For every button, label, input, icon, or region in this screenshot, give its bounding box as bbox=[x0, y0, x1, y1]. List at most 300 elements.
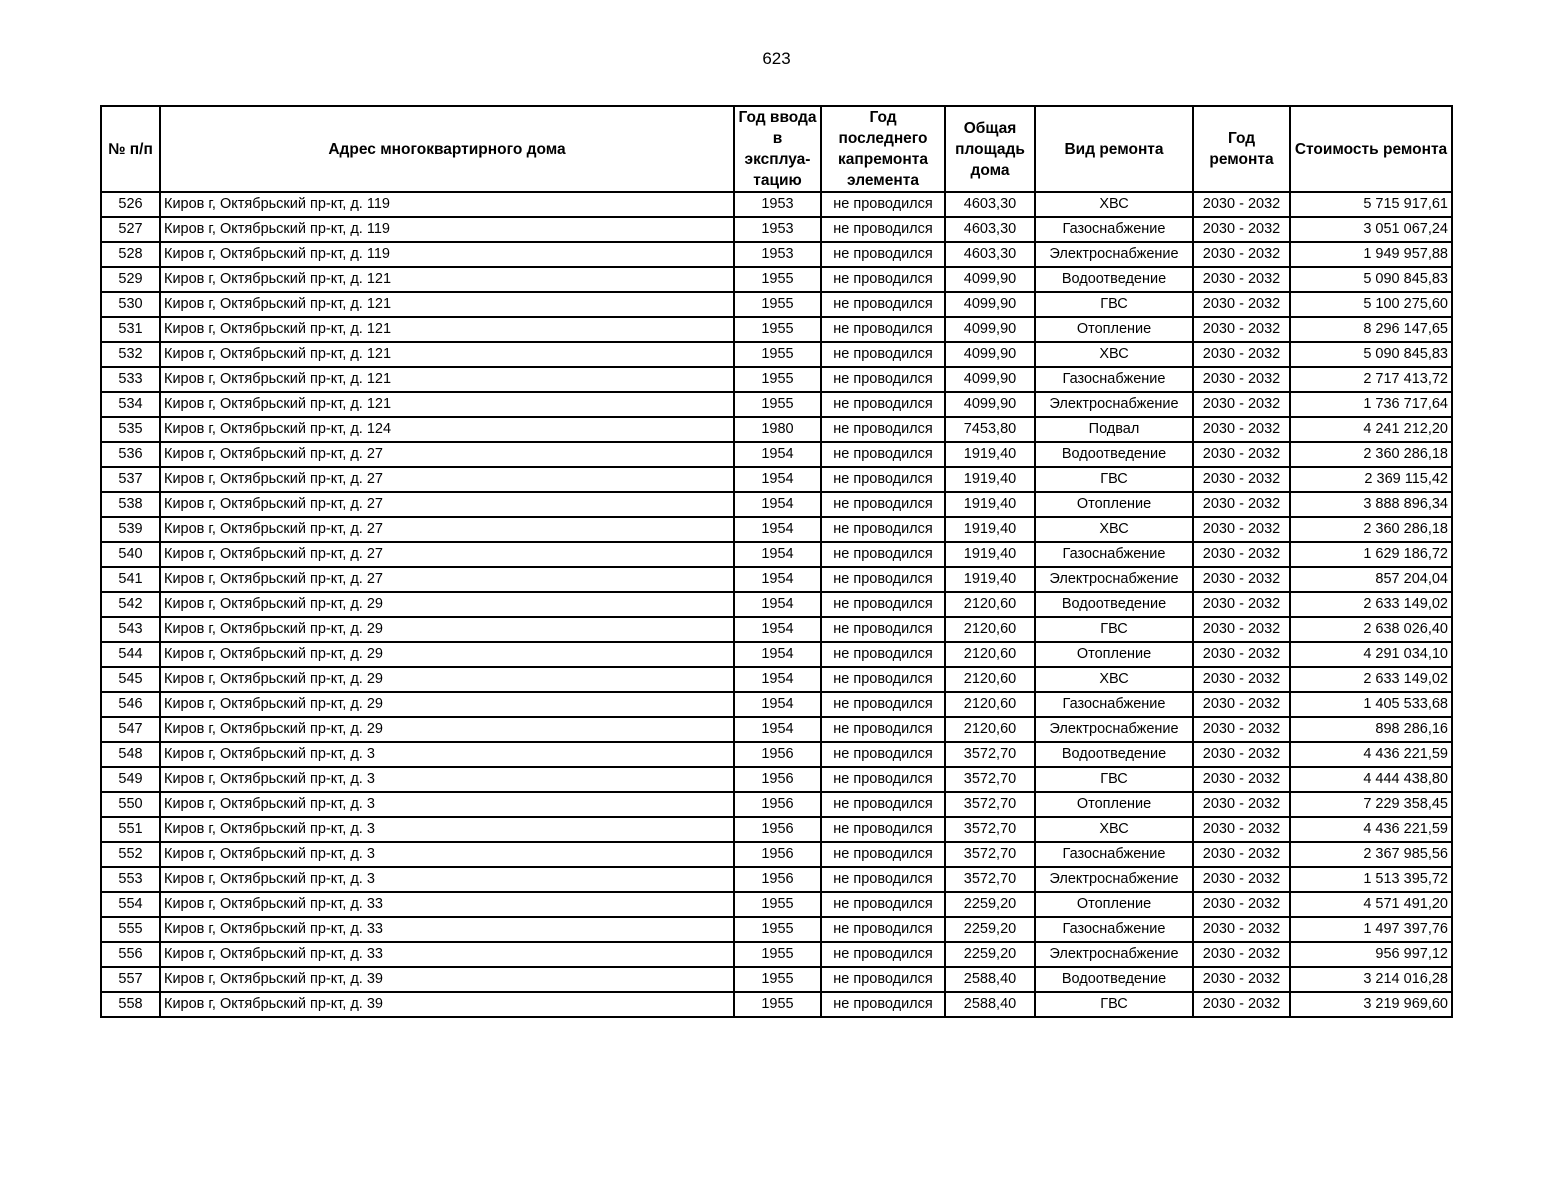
cell-commission-year: 1954 bbox=[734, 642, 821, 667]
cell-repair-cost: 3 214 016,28 bbox=[1290, 967, 1452, 992]
cell-repair-cost: 4 436 221,59 bbox=[1290, 817, 1452, 842]
cell-repair-period: 2030 - 2032 bbox=[1193, 642, 1290, 667]
cell-repair-period: 2030 - 2032 bbox=[1193, 717, 1290, 742]
cell-total-area: 4099,90 bbox=[945, 342, 1035, 367]
cell-address: Киров г, Октябрьский пр-кт, д. 27 bbox=[160, 542, 734, 567]
cell-total-area: 4099,90 bbox=[945, 267, 1035, 292]
table-row bbox=[101, 267, 1452, 292]
cell-last-repair-year: не проводился bbox=[821, 942, 945, 967]
cell-last-repair-year: не проводился bbox=[821, 842, 945, 867]
cell-total-area: 3572,70 bbox=[945, 842, 1035, 867]
cell-repair-kind: ХВС bbox=[1035, 517, 1193, 542]
cell-last-repair-year: не проводился bbox=[821, 317, 945, 342]
cell-repair-period: 2030 - 2032 bbox=[1193, 917, 1290, 942]
cell-number: 542 bbox=[101, 592, 160, 617]
cell-repair-cost: 2 360 286,18 bbox=[1290, 442, 1452, 467]
cell-commission-year: 1956 bbox=[734, 742, 821, 767]
cell-commission-year: 1955 bbox=[734, 992, 821, 1017]
cell-total-area: 2120,60 bbox=[945, 617, 1035, 642]
cell-total-area: 2259,20 bbox=[945, 917, 1035, 942]
repair-register-table bbox=[100, 105, 1453, 1018]
cell-last-repair-year: не проводился bbox=[821, 642, 945, 667]
cell-repair-period: 2030 - 2032 bbox=[1193, 517, 1290, 542]
table-row bbox=[101, 792, 1452, 817]
table-row bbox=[101, 742, 1452, 767]
cell-last-repair-year: не проводился bbox=[821, 792, 945, 817]
cell-repair-cost: 4 444 438,80 bbox=[1290, 767, 1452, 792]
cell-number: 555 bbox=[101, 917, 160, 942]
table-row bbox=[101, 942, 1452, 967]
cell-repair-cost: 857 204,04 bbox=[1290, 567, 1452, 592]
cell-repair-period: 2030 - 2032 bbox=[1193, 342, 1290, 367]
cell-total-area: 4099,90 bbox=[945, 292, 1035, 317]
cell-repair-cost: 2 717 413,72 bbox=[1290, 367, 1452, 392]
cell-address: Киров г, Октябрьский пр-кт, д. 29 bbox=[160, 617, 734, 642]
cell-repair-cost: 1 736 717,64 bbox=[1290, 392, 1452, 417]
cell-total-area: 4603,30 bbox=[945, 192, 1035, 217]
cell-commission-year: 1955 bbox=[734, 892, 821, 917]
cell-repair-kind: Электроснабжение bbox=[1035, 242, 1193, 267]
cell-last-repair-year: не проводился bbox=[821, 867, 945, 892]
cell-number: 532 bbox=[101, 342, 160, 367]
cell-total-area: 2120,60 bbox=[945, 667, 1035, 692]
cell-last-repair-year: не проводился bbox=[821, 242, 945, 267]
cell-repair-kind: Газоснабжение bbox=[1035, 692, 1193, 717]
table-row bbox=[101, 717, 1452, 742]
table-row bbox=[101, 217, 1452, 242]
cell-repair-kind: Водоотведение bbox=[1035, 442, 1193, 467]
cell-number: 536 bbox=[101, 442, 160, 467]
table-row bbox=[101, 617, 1452, 642]
cell-repair-kind: Водоотведение bbox=[1035, 967, 1193, 992]
cell-total-area: 4603,30 bbox=[945, 217, 1035, 242]
cell-total-area: 2588,40 bbox=[945, 992, 1035, 1017]
cell-commission-year: 1954 bbox=[734, 592, 821, 617]
cell-total-area: 3572,70 bbox=[945, 867, 1035, 892]
cell-repair-period: 2030 - 2032 bbox=[1193, 967, 1290, 992]
table-row bbox=[101, 892, 1452, 917]
cell-commission-year: 1954 bbox=[734, 692, 821, 717]
cell-repair-kind: ГВС bbox=[1035, 767, 1193, 792]
cell-number: 527 bbox=[101, 217, 160, 242]
cell-address: Киров г, Октябрьский пр-кт, д. 119 bbox=[160, 242, 734, 267]
cell-repair-cost: 2 633 149,02 bbox=[1290, 592, 1452, 617]
cell-total-area: 2120,60 bbox=[945, 692, 1035, 717]
cell-total-area: 1919,40 bbox=[945, 567, 1035, 592]
cell-repair-period: 2030 - 2032 bbox=[1193, 867, 1290, 892]
cell-number: 531 bbox=[101, 317, 160, 342]
table-row bbox=[101, 692, 1452, 717]
cell-address: Киров г, Октябрьский пр-кт, д. 27 bbox=[160, 467, 734, 492]
cell-number: 535 bbox=[101, 417, 160, 442]
cell-number: 551 bbox=[101, 817, 160, 842]
cell-total-area: 3572,70 bbox=[945, 792, 1035, 817]
cell-repair-cost: 2 638 026,40 bbox=[1290, 617, 1452, 642]
cell-last-repair-year: не проводился bbox=[821, 692, 945, 717]
cell-repair-cost: 5 090 845,83 bbox=[1290, 267, 1452, 292]
cell-repair-kind: Отопление bbox=[1035, 492, 1193, 517]
cell-repair-cost: 2 633 149,02 bbox=[1290, 667, 1452, 692]
cell-total-area: 2588,40 bbox=[945, 967, 1035, 992]
cell-number: 534 bbox=[101, 392, 160, 417]
cell-repair-period: 2030 - 2032 bbox=[1193, 592, 1290, 617]
cell-commission-year: 1956 bbox=[734, 767, 821, 792]
cell-commission-year: 1954 bbox=[734, 567, 821, 592]
cell-commission-year: 1955 bbox=[734, 317, 821, 342]
cell-total-area: 3572,70 bbox=[945, 742, 1035, 767]
header-address: Адрес многоквартирного дома bbox=[160, 106, 734, 192]
cell-repair-cost: 1 949 957,88 bbox=[1290, 242, 1452, 267]
table-row bbox=[101, 242, 1452, 267]
header-repair-cost: Стоимость ремонта bbox=[1290, 106, 1452, 192]
cell-last-repair-year: не проводился bbox=[821, 542, 945, 567]
cell-commission-year: 1956 bbox=[734, 792, 821, 817]
cell-commission-year: 1954 bbox=[734, 517, 821, 542]
cell-repair-period: 2030 - 2032 bbox=[1193, 692, 1290, 717]
header-number: № п/п bbox=[101, 106, 160, 192]
cell-total-area: 4099,90 bbox=[945, 392, 1035, 417]
cell-total-area: 3572,70 bbox=[945, 817, 1035, 842]
cell-commission-year: 1955 bbox=[734, 292, 821, 317]
cell-number: 538 bbox=[101, 492, 160, 517]
cell-number: 556 bbox=[101, 942, 160, 967]
cell-last-repair-year: не проводился bbox=[821, 367, 945, 392]
cell-repair-kind: Электроснабжение bbox=[1035, 867, 1193, 892]
cell-total-area: 4603,30 bbox=[945, 242, 1035, 267]
table-row bbox=[101, 392, 1452, 417]
table-row bbox=[101, 992, 1452, 1017]
cell-repair-period: 2030 - 2032 bbox=[1193, 442, 1290, 467]
cell-number: 546 bbox=[101, 692, 160, 717]
cell-address: Киров г, Октябрьский пр-кт, д. 27 bbox=[160, 517, 734, 542]
cell-total-area: 3572,70 bbox=[945, 767, 1035, 792]
cell-last-repair-year: не проводился bbox=[821, 267, 945, 292]
cell-repair-kind: Отопление bbox=[1035, 892, 1193, 917]
cell-total-area: 4099,90 bbox=[945, 367, 1035, 392]
table-row bbox=[101, 917, 1452, 942]
cell-repair-period: 2030 - 2032 bbox=[1193, 767, 1290, 792]
cell-repair-cost: 4 241 212,20 bbox=[1290, 417, 1452, 442]
cell-total-area: 2259,20 bbox=[945, 892, 1035, 917]
page-number: 623 bbox=[762, 49, 791, 68]
cell-repair-kind: Газоснабжение bbox=[1035, 367, 1193, 392]
cell-commission-year: 1955 bbox=[734, 267, 821, 292]
table-row bbox=[101, 542, 1452, 567]
cell-address: Киров г, Октябрьский пр-кт, д. 121 bbox=[160, 267, 734, 292]
cell-address: Киров г, Октябрьский пр-кт, д. 119 bbox=[160, 217, 734, 242]
cell-number: 548 bbox=[101, 742, 160, 767]
cell-repair-kind: Отопление bbox=[1035, 792, 1193, 817]
cell-address: Киров г, Октябрьский пр-кт, д. 29 bbox=[160, 592, 734, 617]
cell-address: Киров г, Октябрьский пр-кт, д. 3 bbox=[160, 792, 734, 817]
table-row bbox=[101, 567, 1452, 592]
cell-number: 553 bbox=[101, 867, 160, 892]
cell-number: 526 bbox=[101, 192, 160, 217]
cell-last-repair-year: не проводился bbox=[821, 892, 945, 917]
cell-number: 530 bbox=[101, 292, 160, 317]
cell-address: Киров г, Октябрьский пр-кт, д. 29 bbox=[160, 642, 734, 667]
table-row bbox=[101, 317, 1452, 342]
cell-repair-cost: 898 286,16 bbox=[1290, 717, 1452, 742]
cell-repair-kind: Электроснабжение bbox=[1035, 392, 1193, 417]
table-row bbox=[101, 192, 1452, 217]
cell-commission-year: 1955 bbox=[734, 392, 821, 417]
cell-repair-kind: Электроснабжение bbox=[1035, 717, 1193, 742]
cell-repair-period: 2030 - 2032 bbox=[1193, 267, 1290, 292]
cell-total-area: 1919,40 bbox=[945, 492, 1035, 517]
cell-last-repair-year: не проводился bbox=[821, 742, 945, 767]
cell-repair-kind: Газоснабжение bbox=[1035, 217, 1193, 242]
cell-last-repair-year: не проводился bbox=[821, 442, 945, 467]
cell-number: 544 bbox=[101, 642, 160, 667]
table-row bbox=[101, 342, 1452, 367]
cell-last-repair-year: не проводился bbox=[821, 192, 945, 217]
cell-repair-period: 2030 - 2032 bbox=[1193, 392, 1290, 417]
cell-repair-period: 2030 - 2032 bbox=[1193, 417, 1290, 442]
cell-address: Киров г, Октябрьский пр-кт, д. 121 bbox=[160, 317, 734, 342]
cell-repair-cost: 3 051 067,24 bbox=[1290, 217, 1452, 242]
cell-address: Киров г, Октябрьский пр-кт, д. 121 bbox=[160, 342, 734, 367]
table-row bbox=[101, 367, 1452, 392]
cell-address: Киров г, Октябрьский пр-кт, д. 121 bbox=[160, 367, 734, 392]
cell-repair-cost: 1 513 395,72 bbox=[1290, 867, 1452, 892]
cell-commission-year: 1954 bbox=[734, 542, 821, 567]
cell-address: Киров г, Октябрьский пр-кт, д. 39 bbox=[160, 967, 734, 992]
cell-repair-period: 2030 - 2032 bbox=[1193, 367, 1290, 392]
cell-address: Киров г, Октябрьский пр-кт, д. 29 bbox=[160, 692, 734, 717]
cell-address: Киров г, Октябрьский пр-кт, д. 33 bbox=[160, 892, 734, 917]
cell-commission-year: 1953 bbox=[734, 217, 821, 242]
cell-commission-year: 1956 bbox=[734, 817, 821, 842]
cell-total-area: 2120,60 bbox=[945, 642, 1035, 667]
cell-repair-period: 2030 - 2032 bbox=[1193, 492, 1290, 517]
cell-commission-year: 1955 bbox=[734, 942, 821, 967]
cell-last-repair-year: не проводился bbox=[821, 567, 945, 592]
cell-commission-year: 1955 bbox=[734, 367, 821, 392]
cell-repair-period: 2030 - 2032 bbox=[1193, 217, 1290, 242]
table-row bbox=[101, 642, 1452, 667]
cell-number: 554 bbox=[101, 892, 160, 917]
cell-repair-cost: 2 360 286,18 bbox=[1290, 517, 1452, 542]
cell-address: Киров г, Октябрьский пр-кт, д. 3 bbox=[160, 867, 734, 892]
cell-number: 550 bbox=[101, 792, 160, 817]
cell-last-repair-year: не проводился bbox=[821, 592, 945, 617]
cell-repair-kind: ХВС bbox=[1035, 667, 1193, 692]
cell-last-repair-year: не проводился bbox=[821, 392, 945, 417]
cell-number: 528 bbox=[101, 242, 160, 267]
cell-total-area: 2259,20 bbox=[945, 942, 1035, 967]
cell-total-area: 1919,40 bbox=[945, 542, 1035, 567]
cell-repair-cost: 7 229 358,45 bbox=[1290, 792, 1452, 817]
cell-address: Киров г, Октябрьский пр-кт, д. 121 bbox=[160, 392, 734, 417]
cell-address: Киров г, Октябрьский пр-кт, д. 33 bbox=[160, 917, 734, 942]
cell-last-repair-year: не проводился bbox=[821, 292, 945, 317]
cell-repair-period: 2030 - 2032 bbox=[1193, 667, 1290, 692]
cell-repair-period: 2030 - 2032 bbox=[1193, 292, 1290, 317]
cell-last-repair-year: не проводился bbox=[821, 817, 945, 842]
cell-repair-cost: 5 090 845,83 bbox=[1290, 342, 1452, 367]
cell-repair-cost: 2 367 985,56 bbox=[1290, 842, 1452, 867]
cell-commission-year: 1955 bbox=[734, 342, 821, 367]
cell-repair-period: 2030 - 2032 bbox=[1193, 792, 1290, 817]
cell-total-area: 2120,60 bbox=[945, 592, 1035, 617]
cell-repair-kind: Газоснабжение bbox=[1035, 842, 1193, 867]
cell-repair-cost: 8 296 147,65 bbox=[1290, 317, 1452, 342]
cell-repair-cost: 3 888 896,34 bbox=[1290, 492, 1452, 517]
cell-number: 549 bbox=[101, 767, 160, 792]
cell-commission-year: 1953 bbox=[734, 242, 821, 267]
cell-number: 529 bbox=[101, 267, 160, 292]
cell-total-area: 7453,80 bbox=[945, 417, 1035, 442]
cell-last-repair-year: не проводился bbox=[821, 667, 945, 692]
cell-number: 537 bbox=[101, 467, 160, 492]
cell-repair-period: 2030 - 2032 bbox=[1193, 192, 1290, 217]
cell-repair-kind: Подвал bbox=[1035, 417, 1193, 442]
cell-address: Киров г, Октябрьский пр-кт, д. 3 bbox=[160, 767, 734, 792]
cell-repair-kind: ХВС bbox=[1035, 342, 1193, 367]
cell-last-repair-year: не проводился bbox=[821, 517, 945, 542]
cell-last-repair-year: не проводился bbox=[821, 717, 945, 742]
cell-repair-period: 2030 - 2032 bbox=[1193, 892, 1290, 917]
cell-repair-cost: 1 497 397,76 bbox=[1290, 917, 1452, 942]
cell-address: Киров г, Октябрьский пр-кт, д. 39 bbox=[160, 992, 734, 1017]
cell-repair-kind: ХВС bbox=[1035, 817, 1193, 842]
cell-repair-kind: Водоотведение bbox=[1035, 742, 1193, 767]
cell-repair-cost: 1 629 186,72 bbox=[1290, 542, 1452, 567]
cell-commission-year: 1956 bbox=[734, 867, 821, 892]
cell-number: 533 bbox=[101, 367, 160, 392]
cell-repair-cost: 4 436 221,59 bbox=[1290, 742, 1452, 767]
cell-repair-period: 2030 - 2032 bbox=[1193, 567, 1290, 592]
cell-last-repair-year: не проводился bbox=[821, 217, 945, 242]
cell-commission-year: 1955 bbox=[734, 917, 821, 942]
cell-commission-year: 1954 bbox=[734, 717, 821, 742]
cell-repair-kind: Электроснабжение bbox=[1035, 942, 1193, 967]
cell-last-repair-year: не проводился bbox=[821, 492, 945, 517]
cell-address: Киров г, Октябрьский пр-кт, д. 27 bbox=[160, 442, 734, 467]
table-row bbox=[101, 767, 1452, 792]
table-row bbox=[101, 417, 1452, 442]
table-header-row bbox=[101, 106, 1452, 192]
cell-number: 545 bbox=[101, 667, 160, 692]
cell-commission-year: 1955 bbox=[734, 967, 821, 992]
header-last-repair-year: Год последнего капремонта элемента bbox=[821, 106, 945, 192]
cell-repair-kind: Газоснабжение bbox=[1035, 542, 1193, 567]
cell-repair-cost: 2 369 115,42 bbox=[1290, 467, 1452, 492]
table-row bbox=[101, 967, 1452, 992]
cell-address: Киров г, Октябрьский пр-кт, д. 124 bbox=[160, 417, 734, 442]
cell-repair-cost: 4 571 491,20 bbox=[1290, 892, 1452, 917]
header-total-area: Общая площадь дома bbox=[945, 106, 1035, 192]
header-repair-period: Год ремонта bbox=[1193, 106, 1290, 192]
table-row bbox=[101, 467, 1452, 492]
cell-total-area: 1919,40 bbox=[945, 517, 1035, 542]
cell-last-repair-year: не проводился bbox=[821, 917, 945, 942]
table-row bbox=[101, 592, 1452, 617]
cell-last-repair-year: не проводился bbox=[821, 342, 945, 367]
cell-total-area: 1919,40 bbox=[945, 467, 1035, 492]
cell-repair-period: 2030 - 2032 bbox=[1193, 992, 1290, 1017]
cell-commission-year: 1954 bbox=[734, 492, 821, 517]
cell-repair-cost: 5 100 275,60 bbox=[1290, 292, 1452, 317]
cell-repair-kind: ГВС bbox=[1035, 992, 1193, 1017]
cell-total-area: 1919,40 bbox=[945, 442, 1035, 467]
cell-address: Киров г, Октябрьский пр-кт, д. 27 bbox=[160, 492, 734, 517]
cell-repair-period: 2030 - 2032 bbox=[1193, 317, 1290, 342]
cell-number: 547 bbox=[101, 717, 160, 742]
header-repair-kind: Вид ремонта bbox=[1035, 106, 1193, 192]
cell-number: 541 bbox=[101, 567, 160, 592]
cell-last-repair-year: не проводился bbox=[821, 967, 945, 992]
cell-repair-cost: 4 291 034,10 bbox=[1290, 642, 1452, 667]
cell-repair-kind: Электроснабжение bbox=[1035, 567, 1193, 592]
table-row bbox=[101, 817, 1452, 842]
cell-repair-kind: ХВС bbox=[1035, 192, 1193, 217]
cell-commission-year: 1953 bbox=[734, 192, 821, 217]
cell-number: 558 bbox=[101, 992, 160, 1017]
cell-total-area: 2120,60 bbox=[945, 717, 1035, 742]
cell-last-repair-year: не проводился bbox=[821, 617, 945, 642]
cell-address: Киров г, Октябрьский пр-кт, д. 3 bbox=[160, 817, 734, 842]
table-row bbox=[101, 867, 1452, 892]
cell-number: 557 bbox=[101, 967, 160, 992]
cell-repair-period: 2030 - 2032 bbox=[1193, 817, 1290, 842]
cell-commission-year: 1954 bbox=[734, 667, 821, 692]
cell-commission-year: 1954 bbox=[734, 442, 821, 467]
cell-repair-kind: Отопление bbox=[1035, 642, 1193, 667]
cell-number: 552 bbox=[101, 842, 160, 867]
cell-repair-cost: 956 997,12 bbox=[1290, 942, 1452, 967]
cell-address: Киров г, Октябрьский пр-кт, д. 3 bbox=[160, 842, 734, 867]
cell-repair-period: 2030 - 2032 bbox=[1193, 542, 1290, 567]
cell-repair-cost: 5 715 917,61 bbox=[1290, 192, 1452, 217]
cell-commission-year: 1954 bbox=[734, 617, 821, 642]
cell-repair-kind: Водоотведение bbox=[1035, 267, 1193, 292]
table-row bbox=[101, 842, 1452, 867]
cell-repair-period: 2030 - 2032 bbox=[1193, 242, 1290, 267]
cell-address: Киров г, Октябрьский пр-кт, д. 121 bbox=[160, 292, 734, 317]
cell-number: 543 bbox=[101, 617, 160, 642]
cell-repair-kind: ГВС bbox=[1035, 467, 1193, 492]
table-row bbox=[101, 492, 1452, 517]
cell-repair-kind: Водоотведение bbox=[1035, 592, 1193, 617]
header-commission-year: Год ввода в эксплуа-тацию bbox=[734, 106, 821, 192]
cell-address: Киров г, Октябрьский пр-кт, д. 3 bbox=[160, 742, 734, 767]
cell-repair-period: 2030 - 2032 bbox=[1193, 942, 1290, 967]
table-row bbox=[101, 667, 1452, 692]
cell-repair-kind: ГВС bbox=[1035, 292, 1193, 317]
cell-last-repair-year: не проводился bbox=[821, 417, 945, 442]
cell-address: Киров г, Октябрьский пр-кт, д. 29 bbox=[160, 717, 734, 742]
cell-address: Киров г, Октябрьский пр-кт, д. 29 bbox=[160, 667, 734, 692]
cell-number: 539 bbox=[101, 517, 160, 542]
cell-repair-kind: Отопление bbox=[1035, 317, 1193, 342]
cell-repair-kind: Газоснабжение bbox=[1035, 917, 1193, 942]
table-body bbox=[101, 192, 1452, 1017]
cell-repair-period: 2030 - 2032 bbox=[1193, 467, 1290, 492]
cell-repair-kind: ГВС bbox=[1035, 617, 1193, 642]
cell-repair-period: 2030 - 2032 bbox=[1193, 617, 1290, 642]
cell-address: Киров г, Октябрьский пр-кт, д. 33 bbox=[160, 942, 734, 967]
cell-number: 540 bbox=[101, 542, 160, 567]
table-row bbox=[101, 292, 1452, 317]
table-row bbox=[101, 517, 1452, 542]
cell-commission-year: 1980 bbox=[734, 417, 821, 442]
cell-repair-cost: 1 405 533,68 bbox=[1290, 692, 1452, 717]
cell-last-repair-year: не проводился bbox=[821, 767, 945, 792]
cell-commission-year: 1954 bbox=[734, 467, 821, 492]
cell-address: Киров г, Октябрьский пр-кт, д. 119 bbox=[160, 192, 734, 217]
